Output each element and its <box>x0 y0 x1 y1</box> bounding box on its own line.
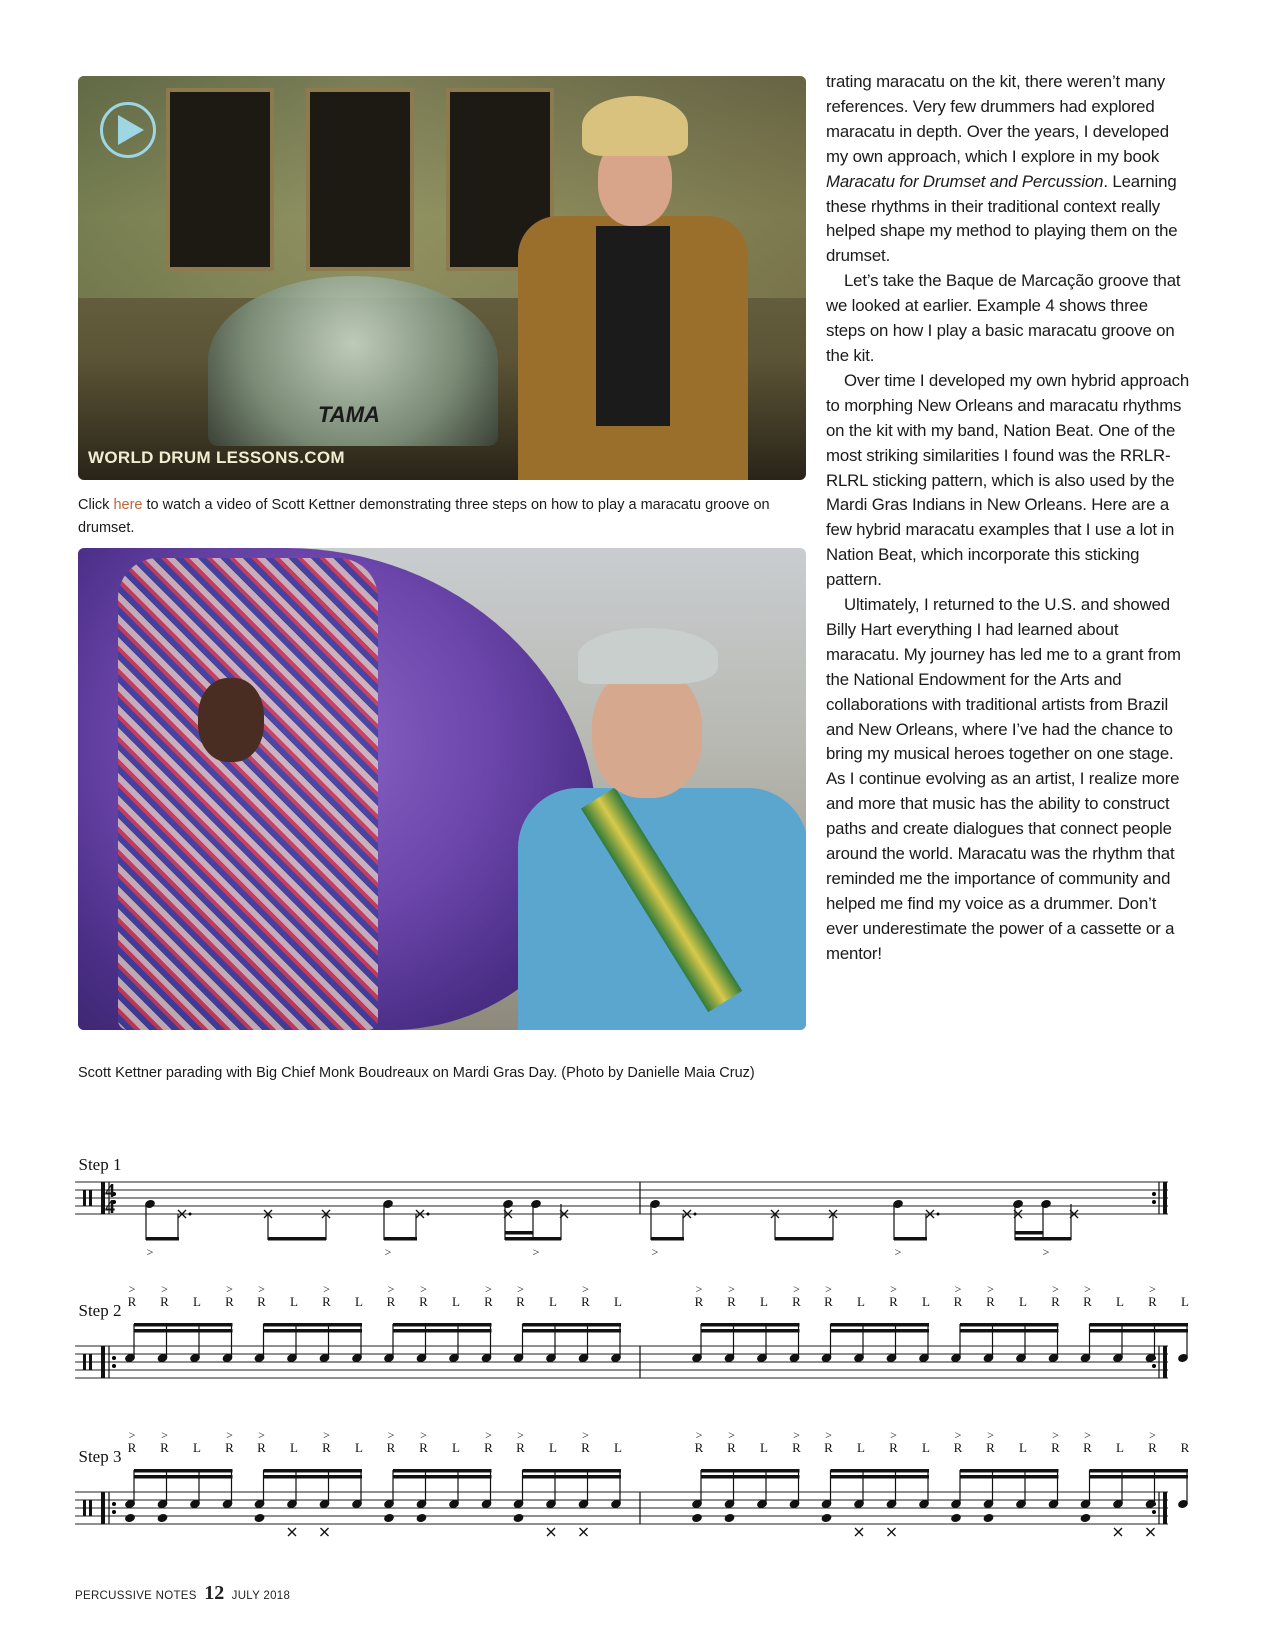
beam <box>831 1329 930 1333</box>
beam <box>894 1237 927 1241</box>
accent-mark: > <box>517 1282 524 1296</box>
sticking-letter: R <box>257 1440 266 1455</box>
beam <box>1015 1231 1043 1235</box>
sticking-letter: L <box>1019 1440 1027 1455</box>
sticking-letter: R <box>889 1294 898 1309</box>
beam <box>523 1475 622 1479</box>
sticking-letter: L <box>760 1440 768 1455</box>
accent-mark: > <box>323 1282 330 1296</box>
accent-mark: > <box>825 1282 832 1296</box>
note-head <box>124 1513 136 1524</box>
sticking-letter: R <box>581 1440 590 1455</box>
accent-mark: > <box>226 1428 233 1442</box>
beam <box>651 1237 684 1241</box>
repeat-dot <box>112 1510 116 1514</box>
accent-mark: > <box>793 1282 800 1296</box>
sticking-letter: R <box>484 1294 493 1309</box>
beam <box>393 1469 492 1473</box>
step-label: Step 3 <box>78 1447 122 1466</box>
beam <box>393 1475 492 1479</box>
book-title: Maracatu for Drumset and Percussion <box>826 171 1104 191</box>
accent-mark: > <box>890 1428 897 1442</box>
repeat-dot <box>112 1356 116 1360</box>
accent-mark: > <box>1052 1428 1059 1442</box>
sticking-letter: L <box>452 1294 460 1309</box>
beam <box>960 1329 1059 1333</box>
repeat-bar <box>101 1346 105 1378</box>
time-signature-top: 4 <box>105 1180 115 1202</box>
accent-mark: > <box>582 1428 589 1442</box>
sticking-letter: R <box>1083 1294 1092 1309</box>
beam <box>393 1329 492 1333</box>
beam <box>1090 1469 1189 1473</box>
dot <box>189 1213 192 1216</box>
repeat-bar <box>1163 1346 1167 1378</box>
sticking-letter: R <box>792 1440 801 1455</box>
percussion-clef <box>89 1190 92 1206</box>
sticking-letter: R <box>1180 1440 1190 1455</box>
beam <box>960 1323 1059 1327</box>
percussion-clef <box>83 1354 86 1370</box>
note-head <box>416 1513 428 1524</box>
accent-mark: > <box>146 1245 154 1259</box>
sticking-letter: R <box>225 1294 234 1309</box>
dot <box>427 1213 430 1216</box>
beam <box>960 1475 1059 1479</box>
sticking-letter: L <box>355 1294 363 1309</box>
beam <box>264 1475 363 1479</box>
sticking-letter: R <box>322 1294 331 1309</box>
percussion-clef <box>89 1354 92 1370</box>
video-watermark: WORLD DRUM LESSONS.COM <box>88 448 345 467</box>
sticking-letter: R <box>484 1440 493 1455</box>
note-head <box>383 1513 395 1524</box>
sticking-letter: R <box>1051 1440 1060 1455</box>
sticking-letter: R <box>160 1440 169 1455</box>
accent-mark: > <box>128 1428 136 1442</box>
accent-mark: > <box>387 1282 395 1296</box>
beam <box>1090 1329 1189 1333</box>
beam <box>134 1475 233 1479</box>
sticking-letter: R <box>889 1440 898 1455</box>
caption-text: to watch a video of Scott Kettner demonstrating three steps on how to play a maracatu groove on drumset. <box>78 497 770 536</box>
beam <box>701 1329 800 1333</box>
note-head <box>724 1513 736 1524</box>
article-paragraph: Ultimately, I returned to the U.S. and showed Billy Hart everything I had learned about maracatu. My journey has led me to a grant from the National Endowment for the Arts and collaborations with traditional artists from Brazil and New Orleans, where I’ve had the chance to bring my musical heroes together on one stage. As I continue evolving as an artist, I realize more and more that music has the ability to construct paths and create dialogues that connect people around the world. Maracatu was the rhythm that reminded me the importance of community and helped me find my voice as a drummer. Don’t ever underestimate the power of a cassette or a mentor! <box>826 595 1181 963</box>
sticking-letter: L <box>193 1294 201 1309</box>
note-head <box>530 1199 542 1210</box>
sticking-letter: R <box>322 1440 331 1455</box>
sticking-letter: R <box>225 1440 234 1455</box>
accent-mark: > <box>323 1428 330 1442</box>
accent-mark: > <box>420 1282 427 1296</box>
accent-mark: > <box>954 1282 962 1296</box>
sticking-letter: R <box>1148 1440 1157 1455</box>
repeat-bar <box>1163 1182 1167 1214</box>
accent-mark: > <box>387 1428 395 1442</box>
article-paragraph: trating maracatu on the kit, there weren’t many references. Very few drummers had explored maracatu in depth. Over the years, I developed my own approach, which I explore in my book Maracatu for Drumset and Percussion. Learning these rhythms in their traditional context really helped shape my method to playing them on the drumset. <box>826 72 1178 266</box>
accent-mark: > <box>582 1282 589 1296</box>
accent-mark: > <box>1042 1245 1050 1259</box>
sticking-letter: R <box>1083 1440 1092 1455</box>
note-head <box>502 1199 514 1210</box>
beam <box>701 1469 800 1473</box>
percussion-clef <box>83 1190 86 1206</box>
sticking-letter: R <box>694 1440 704 1455</box>
accent-mark: > <box>728 1428 735 1442</box>
percussion-clef <box>89 1500 92 1516</box>
time-signature-bottom: 4 <box>105 1196 115 1218</box>
beam <box>264 1469 363 1473</box>
beam <box>775 1237 833 1241</box>
sticking-letter: R <box>257 1294 266 1309</box>
accent-mark: > <box>226 1282 233 1296</box>
beam <box>523 1323 622 1327</box>
note-head <box>1080 1513 1092 1524</box>
sticking-letter: R <box>516 1440 525 1455</box>
accent-mark: > <box>258 1282 265 1296</box>
repeat-dot <box>1152 1192 1156 1196</box>
accent-mark: > <box>517 1428 524 1442</box>
dot <box>937 1213 940 1216</box>
note-head <box>821 1513 833 1524</box>
accent-mark: > <box>695 1282 703 1296</box>
sticking-letter: L <box>452 1440 460 1455</box>
sticking-letter: R <box>727 1294 736 1309</box>
accent-mark: > <box>793 1428 800 1442</box>
note-head <box>1040 1199 1052 1210</box>
article-paragraph: Let’s take the Baque de Marcação groove that we looked at earlier. Example 4 shows three steps on how I play a basic maracatu groove on the kit. <box>826 271 1181 365</box>
accent-mark: > <box>532 1245 540 1259</box>
photo-caption: Scott Kettner parading with Big Chief Monk Boudreaux on Mardi Gras Day. (Photo by Danielle Maia Cruz) <box>78 1065 755 1081</box>
note-head <box>513 1513 525 1524</box>
accent-mark: > <box>161 1428 168 1442</box>
beam <box>393 1323 492 1327</box>
beam <box>134 1469 233 1473</box>
sticking-letter: L <box>549 1294 557 1309</box>
step-label: Step 1 <box>78 1155 122 1174</box>
accent-mark: > <box>420 1428 427 1442</box>
beam <box>960 1469 1059 1473</box>
accent-mark: > <box>1052 1282 1059 1296</box>
beam <box>523 1469 622 1473</box>
accent-mark: > <box>695 1428 703 1442</box>
sticking-letter: R <box>727 1440 736 1455</box>
beam <box>523 1329 622 1333</box>
accent-mark: > <box>1149 1428 1156 1442</box>
sticking-letter: R <box>386 1294 396 1309</box>
sticking-letter: R <box>1051 1294 1060 1309</box>
beam <box>264 1329 363 1333</box>
sticking-letter: R <box>953 1294 963 1309</box>
repeat-dot <box>112 1364 116 1368</box>
note-head <box>254 1513 266 1524</box>
sticking-letter: R <box>127 1294 137 1309</box>
sticking-letter: L <box>1116 1294 1124 1309</box>
repeat-dot <box>1152 1510 1156 1514</box>
sticking-letter: L <box>1116 1440 1124 1455</box>
beam <box>701 1323 800 1327</box>
accent-mark: > <box>1084 1428 1091 1442</box>
repeat-bar <box>1163 1492 1167 1524</box>
accent-mark: > <box>651 1245 659 1259</box>
sticking-letter: R <box>694 1294 704 1309</box>
sticking-letter: L <box>1181 1294 1189 1309</box>
beam <box>1015 1237 1071 1241</box>
beam <box>831 1469 930 1473</box>
video-link[interactable]: here <box>113 497 143 513</box>
sticking-letter: R <box>160 1294 169 1309</box>
sticking-letter: L <box>760 1294 768 1309</box>
sticking-letter: L <box>922 1294 930 1309</box>
sticking-letter: L <box>290 1440 298 1455</box>
note-head <box>691 1513 703 1524</box>
note-head <box>950 1513 962 1524</box>
percussion-clef <box>83 1500 86 1516</box>
issue-date: JULY 2018 <box>231 1590 291 1602</box>
notation-step-2 <box>75 1282 1189 1378</box>
note-head <box>983 1513 995 1524</box>
accent-mark: > <box>987 1428 994 1442</box>
repeat-dot <box>1152 1200 1156 1204</box>
beam <box>701 1475 800 1479</box>
accent-mark: > <box>825 1428 832 1442</box>
beam <box>134 1323 233 1327</box>
notation-step-3 <box>75 1428 1190 1536</box>
sticking-letter: R <box>386 1440 396 1455</box>
publication-name: PERCUSSIVE NOTES <box>75 1590 197 1602</box>
beam <box>1090 1323 1189 1327</box>
sticking-letter: R <box>127 1440 137 1455</box>
beam <box>1090 1475 1189 1479</box>
sticking-letter: R <box>419 1294 428 1309</box>
notation-step-1 <box>75 1155 1168 1259</box>
caption-text: Click <box>78 497 114 513</box>
page-footer <box>75 1582 290 1605</box>
accent-mark: > <box>384 1245 392 1259</box>
repeat-bar <box>101 1492 105 1524</box>
dot <box>694 1213 697 1216</box>
accent-mark: > <box>161 1282 168 1296</box>
accent-mark: > <box>894 1245 902 1259</box>
beam <box>264 1323 363 1327</box>
accent-mark: > <box>1149 1282 1156 1296</box>
step-label: Step 2 <box>78 1301 122 1320</box>
sticking-letter: L <box>857 1294 865 1309</box>
accent-mark: > <box>954 1428 962 1442</box>
beam <box>831 1475 930 1479</box>
sticking-letter: R <box>986 1294 995 1309</box>
sticking-letter: L <box>1019 1294 1027 1309</box>
beam <box>505 1231 533 1235</box>
sticking-letter: L <box>614 1294 622 1309</box>
beam <box>505 1237 561 1241</box>
article-paragraph: Over time I developed my own hybrid approach to morphing New Orleans and maracatu rhythms on the kit with my band, Nation Beat. One of the most striking similarities I found was the RRLR-RLRL sticking pattern, which is also used by the Mardi Gras Indians in New Orleans. Here are a few hybrid maracatu examples that I use a lot in Nation Beat, which incorporate this sticking pattern. <box>826 370 1190 590</box>
accent-mark: > <box>728 1282 735 1296</box>
accent-mark: > <box>485 1282 492 1296</box>
sticking-letter: R <box>581 1294 590 1309</box>
sticking-letter: R <box>792 1294 801 1309</box>
sticking-letter: L <box>355 1440 363 1455</box>
sticking-letter: R <box>1148 1294 1157 1309</box>
sticking-letter: R <box>824 1440 833 1455</box>
drum-brand-logo: TAMA <box>318 402 380 427</box>
sticking-letter: R <box>516 1294 525 1309</box>
sticking-letter: L <box>857 1440 865 1455</box>
note-head <box>1012 1199 1024 1210</box>
beam <box>384 1237 417 1241</box>
sticking-letter: L <box>614 1440 622 1455</box>
accent-mark: > <box>128 1282 136 1296</box>
repeat-dot <box>112 1502 116 1506</box>
page-number: 12 <box>204 1582 225 1604</box>
sticking-letter: L <box>549 1440 557 1455</box>
beam <box>134 1329 233 1333</box>
accent-mark: > <box>987 1282 994 1296</box>
accent-mark: > <box>890 1282 897 1296</box>
repeat-dot <box>1152 1364 1156 1368</box>
sticking-letter: R <box>824 1294 833 1309</box>
accent-mark: > <box>258 1428 265 1442</box>
beam <box>831 1323 930 1327</box>
beam <box>268 1237 326 1241</box>
beam <box>146 1237 179 1241</box>
sticking-letter: L <box>290 1294 298 1309</box>
sticking-letter: R <box>419 1440 428 1455</box>
sticking-letter: R <box>986 1440 995 1455</box>
accent-mark: > <box>1084 1282 1091 1296</box>
accent-mark: > <box>485 1428 492 1442</box>
note-head <box>157 1513 169 1524</box>
sticking-letter: R <box>953 1440 963 1455</box>
sticking-letter: L <box>922 1440 930 1455</box>
sticking-letter: L <box>193 1440 201 1455</box>
